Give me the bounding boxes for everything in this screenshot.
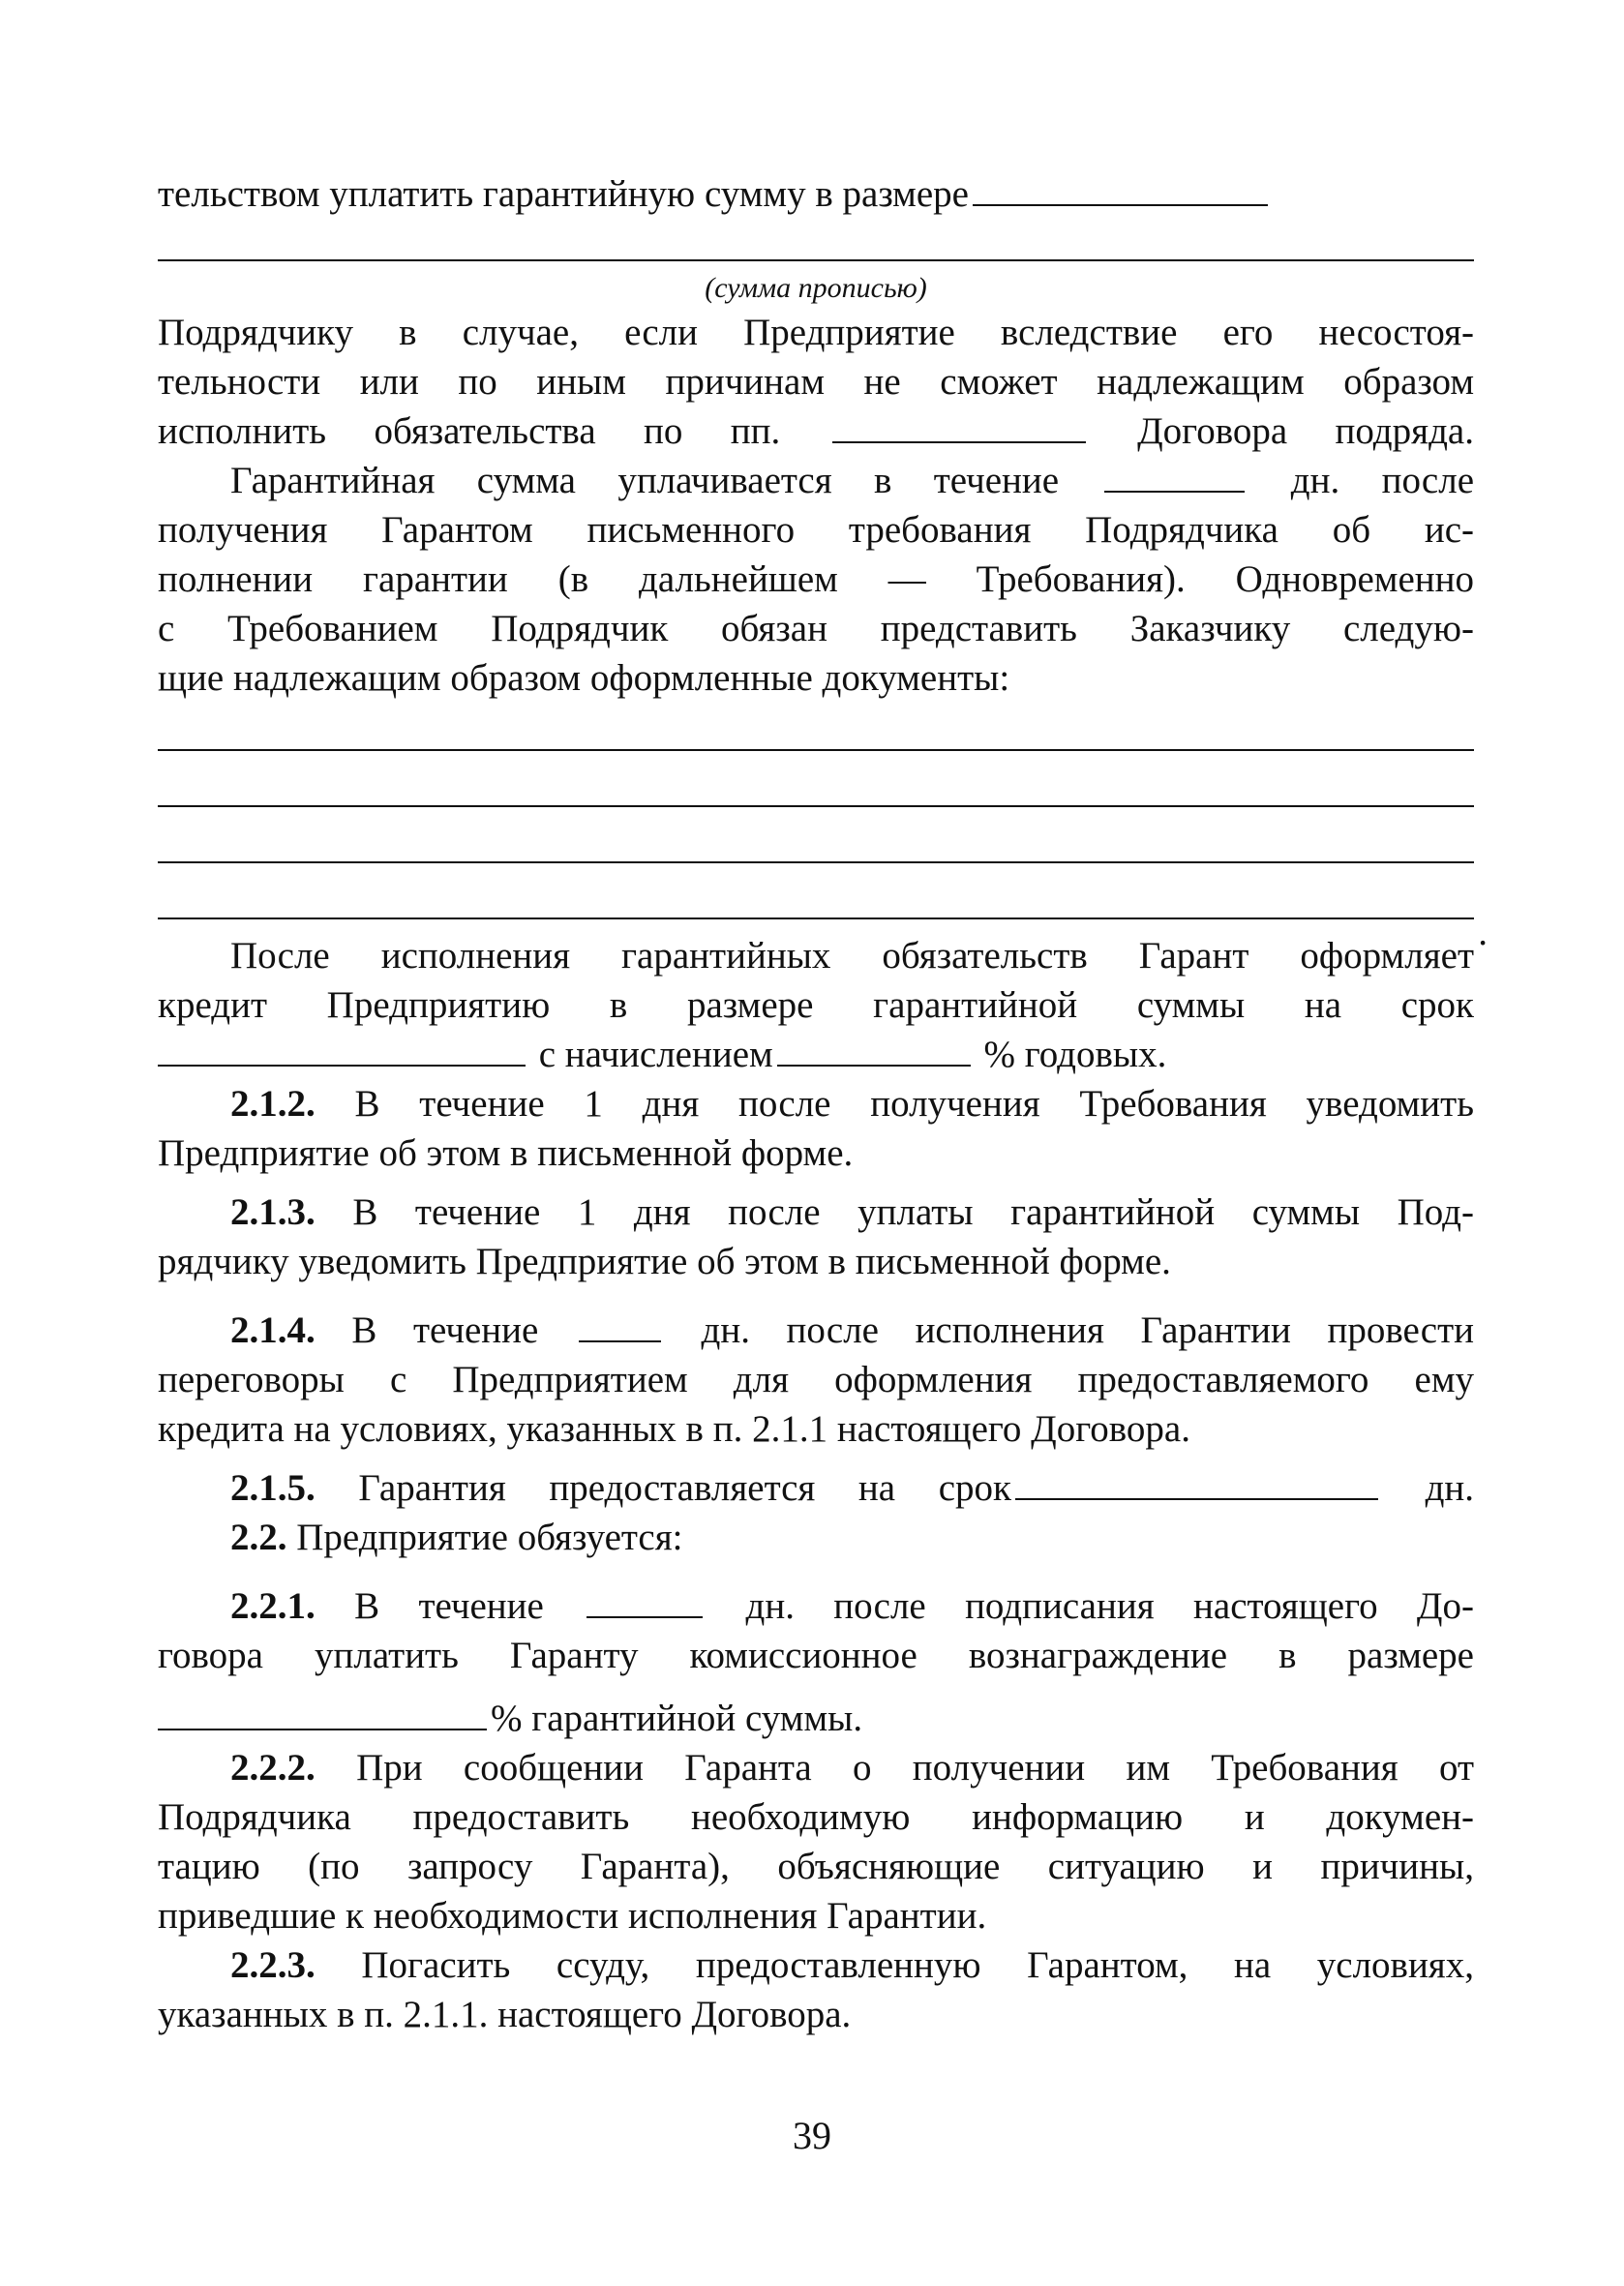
fill-blank xyxy=(832,408,1086,443)
text: Погасить ссуду, предоставленную Гарантом, на условиях, xyxy=(361,1944,1475,1986)
text: В течение 1 дня после уплаты гарантийной суммы Под- xyxy=(352,1191,1474,1233)
fill-blank xyxy=(158,1696,487,1730)
text: дн. после подписания настоящего До- xyxy=(745,1585,1475,1627)
text-line: кредита на условиях, указанных в п. 2.1.1 настоящего Договора. xyxy=(158,1408,1190,1450)
text-line: тацию (по запросу Гаранта), объясняющие ситуацию и причины, xyxy=(158,1846,1474,1887)
text: % гарантийной суммы. xyxy=(491,1698,863,1739)
text-line: говора уплатить Гаранту комиссионное вознаграждение в размере xyxy=(158,1635,1474,1676)
text-line: После исполнения гарантийных обязательств Гарант оформляет xyxy=(230,935,1474,977)
fill-blank xyxy=(777,1032,971,1067)
text-line: полнении гарантии (в дальнейшем — Требования). Одновременно xyxy=(158,558,1474,600)
text-line: Предприятие об этом в письменной форме. xyxy=(158,1132,854,1174)
fill-blank xyxy=(973,171,1268,206)
text-line xyxy=(158,1030,1474,1079)
caption-sum-in-words: (сумма прописью) xyxy=(705,272,927,304)
item-number: 2.1.4. xyxy=(230,1309,316,1351)
text: Гарантия предоставляется на срок xyxy=(358,1467,1011,1509)
text-line: получения Гарантом письменного требования Подрядчика об ис- xyxy=(158,509,1474,551)
text: В течение xyxy=(351,1309,539,1351)
item-number: 2.2.2. xyxy=(230,1747,316,1789)
text-line: указанных в п. 2.1.1. настоящего Договора. xyxy=(158,1994,852,2035)
text-line: с Требованием Подрядчик обязан представить Заказчику следую- xyxy=(158,608,1474,649)
text-line: Подрядчику в случае, если Предприятие вследствие его несостоя- xyxy=(158,312,1474,353)
fill-blank xyxy=(1015,1465,1378,1500)
fill-blank xyxy=(579,1308,661,1342)
page-number: 39 xyxy=(793,2114,831,2157)
text: % годовых. xyxy=(983,1034,1167,1075)
fill-blank xyxy=(158,1032,526,1067)
list-end-dot: . xyxy=(1478,912,1488,953)
document-body xyxy=(158,169,1488,2039)
item-number: 2.1.3. xyxy=(230,1191,316,1233)
text-line: тельности или по иным причинам не сможет надлежащим образом xyxy=(158,361,1474,403)
text: дн. после xyxy=(1290,460,1475,501)
text: Гарантийная сумма уплачивается в течение xyxy=(230,460,1060,501)
item-number: 2.2. xyxy=(230,1517,287,1558)
text: В течение 1 дня после получения Требования уведомить xyxy=(354,1083,1475,1125)
text-line xyxy=(158,1581,1474,1631)
text-line: приведшие к необходимости исполнения Гарантии. xyxy=(158,1895,987,1937)
text-line: кредит Предприятию в размере гарантийной суммы на срок xyxy=(158,984,1474,1026)
text-line xyxy=(158,406,1474,456)
fill-line-last xyxy=(158,912,1488,953)
text-line xyxy=(158,456,1474,505)
item-number: 2.2.3. xyxy=(230,1944,316,1986)
item-number: 2.1.2. xyxy=(230,1083,316,1125)
text: исполнить обязательства по пп. xyxy=(158,410,781,452)
fill-blank xyxy=(1104,458,1245,493)
text-line xyxy=(158,1513,1474,1562)
fill-blank xyxy=(586,1583,703,1618)
text-line xyxy=(158,1940,1474,1990)
text-line xyxy=(158,1694,1474,1743)
text-line: переговоры с Предприятием для оформления предоставляемого ему xyxy=(158,1359,1474,1400)
text: При сообщении Гаранта о получении им Требования от xyxy=(356,1747,1475,1789)
text: с начислением xyxy=(538,1034,773,1075)
text-line xyxy=(158,169,1474,219)
fill-line xyxy=(158,259,1474,261)
text-line: щие надлежащим образом оформленные документы: xyxy=(158,657,1010,699)
text-line xyxy=(158,1188,1474,1237)
text: дн. после исполнения Гарантии провести xyxy=(701,1309,1475,1351)
item-number: 2.1.5. xyxy=(230,1467,316,1509)
text: тельством уплатить гарантийную сумму в размере xyxy=(158,173,969,215)
text: Договора подряда. xyxy=(1137,410,1474,452)
text-line xyxy=(158,1743,1474,1792)
text-line: Подрядчика предоставить необходимую информацию и докумен- xyxy=(158,1796,1474,1838)
item-number: 2.2.1. xyxy=(230,1585,316,1627)
text-line xyxy=(158,1463,1474,1513)
text-line xyxy=(158,1079,1474,1128)
text: дн. xyxy=(1425,1467,1475,1509)
fill-line xyxy=(158,917,1474,919)
text: Предприятие обязуется: xyxy=(296,1517,683,1558)
text-line: рядчику уведомить Предприятие об этом в письменной форме. xyxy=(158,1241,1171,1282)
text: В течение xyxy=(354,1585,544,1627)
text-line xyxy=(158,1306,1474,1355)
